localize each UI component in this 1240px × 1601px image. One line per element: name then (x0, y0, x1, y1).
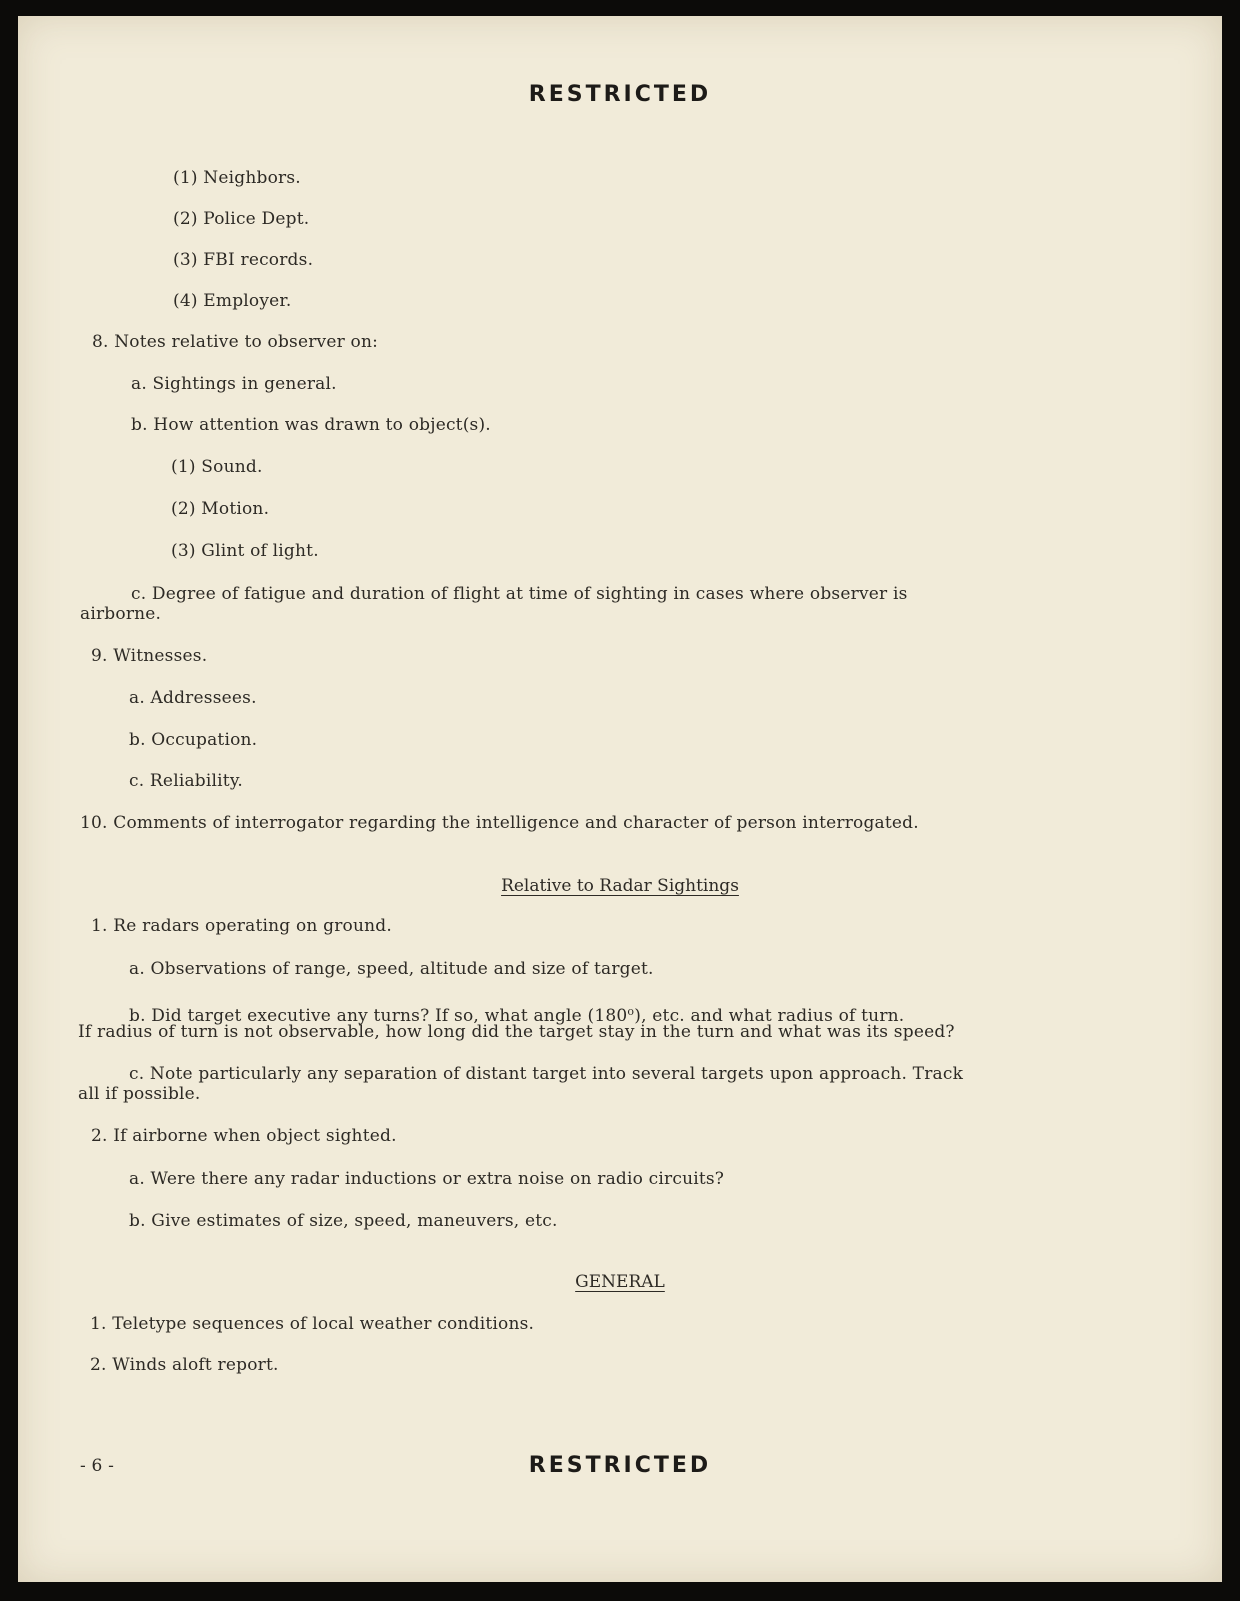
paragraph-line: airborne. (80, 604, 162, 624)
list-item: (2) Police Dept. (173, 209, 310, 229)
list-item: 1. Teletype sequences of local weather conditions. (90, 1314, 535, 1334)
list-item: b. Give estimates of size, speed, maneuvers, etc. (129, 1211, 558, 1231)
list-item: 9. Witnesses. (91, 646, 208, 666)
list-item: (4) Employer. (173, 291, 292, 311)
classification-footer: RESTRICTED (528, 1453, 712, 1478)
section-heading-general: GENERAL (575, 1272, 665, 1292)
classification-header: RESTRICTED (528, 82, 712, 107)
list-item: b. Occupation. (129, 730, 258, 750)
document-page (18, 16, 1222, 1582)
list-item: 8. Notes relative to observer on: (92, 332, 379, 352)
list-item: 2. Winds aloft report. (90, 1355, 279, 1375)
list-item: a. Observations of range, speed, altitude and size of target. (129, 959, 654, 979)
list-item: (3) Glint of light. (171, 541, 319, 561)
list-item: 10. Comments of interrogator regarding the intelligence and character of person interrogated. (80, 813, 919, 833)
list-item: c. Reliability. (129, 771, 243, 791)
list-item: 2. If airborne when object sighted. (91, 1126, 397, 1146)
list-item: a. Addressees. (129, 688, 257, 708)
list-item: (3) FBI records. (173, 250, 314, 270)
paragraph-line: c. Degree of fatigue and duration of flight at time of sighting in cases where observer is (131, 584, 908, 604)
page-number: - 6 - (80, 1456, 115, 1476)
paragraph-line: b. Did target executive any turns? If so, what angle (180$^o$), etc. and what radius of turn. (129, 1005, 905, 1026)
list-item: (1) Neighbors. (173, 168, 301, 188)
list-item: (2) Motion. (171, 499, 270, 519)
list-item: (1) Sound. (171, 457, 263, 477)
paragraph-line: c. Note particularly any separation of distant target into several targets upon approach. Track (129, 1064, 964, 1084)
list-item: b. How attention was drawn to object(s). (131, 415, 491, 435)
section-heading-radar: Relative to Radar Sightings (501, 876, 739, 896)
list-item: a. Were there any radar inductions or extra noise on radio circuits? (129, 1169, 725, 1189)
list-item: a. Sightings in general. (131, 374, 337, 394)
list-item: 1. Re radars operating on ground. (91, 916, 392, 936)
paragraph-line: If radius of turn is not observable, how long did the target stay in the turn and what was its speed? (78, 1022, 955, 1042)
paragraph-line: all if possible. (78, 1084, 201, 1104)
